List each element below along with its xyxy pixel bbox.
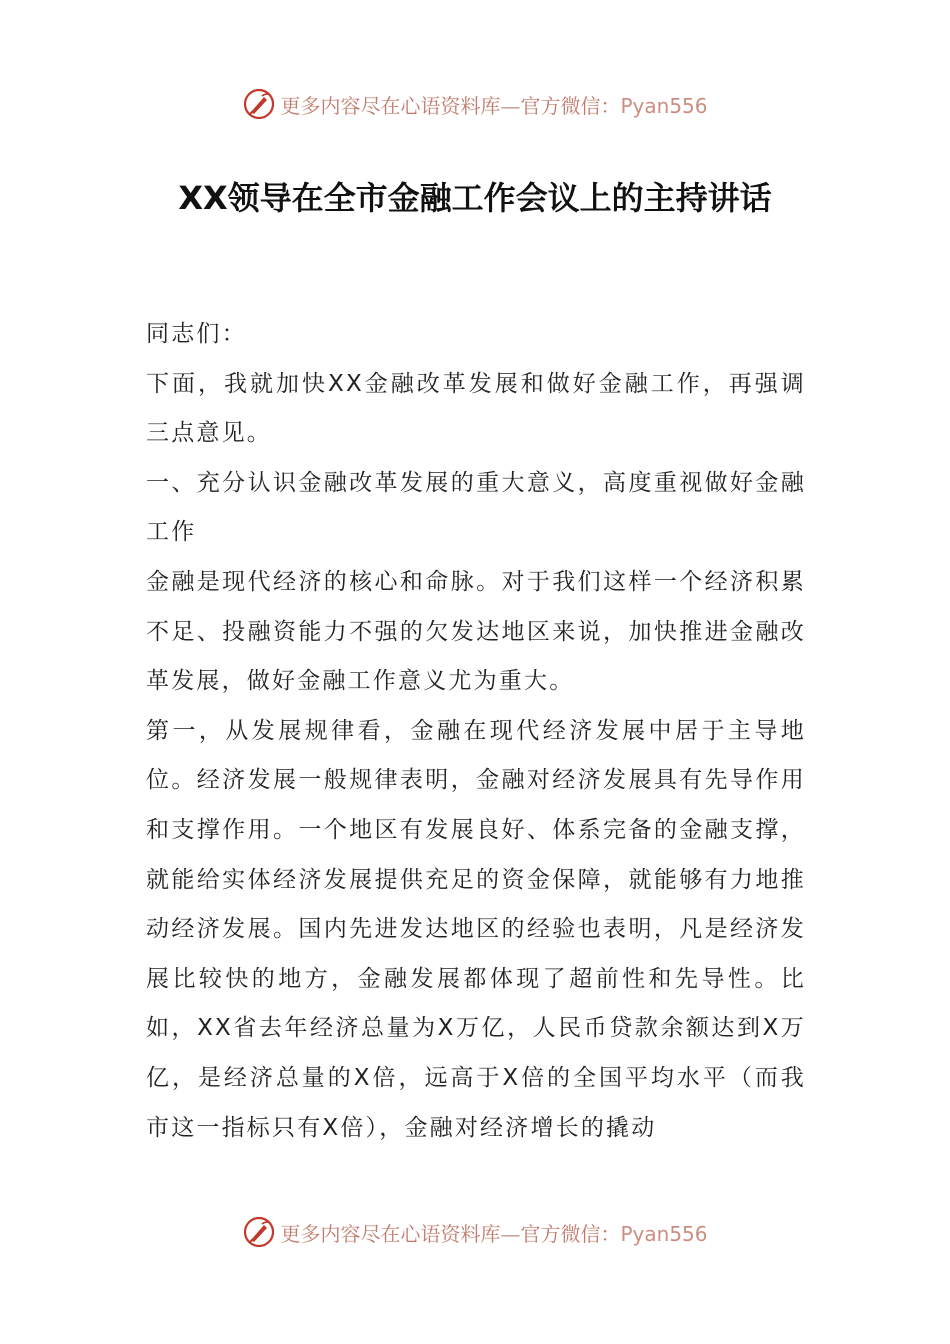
- watermark-handle: Pyan556: [620, 93, 708, 118]
- watermark-contact-label: 官方微信：: [520, 93, 621, 118]
- quill-logo-icon: [242, 1215, 276, 1249]
- paragraph-point-first: 第一，从发展规律看，金融在现代经济发展中居于主导地位。经济发展一般规律表明，金融对经济发展具有先导作用和支撑作用。一个地区有发展良好、体系完备的金融支撑，就能给实体经济发展提供充足的资金保障，就能够有力地推动经济发展。国内先进发达地区的经验也表明，凡是经济发展比较快的地方，金融发展都体现了超前性和先导性。比如，XX省去年经济总量为X万亿，人民币贷款余额达到X万亿，是经济总量的X倍，远高于X倍的全国平均水平（而我市这一指标只有X倍），金融对经济增长的撬动: [146, 717, 806, 1141]
- footer-watermark: [0, 1212, 950, 1252]
- header-watermark: [0, 84, 950, 124]
- watermark-text: [280, 1218, 707, 1247]
- paragraph-finance-core: 金融是现代经济的核心和命脉。对于我们这样一个经济积累不足、投融资能力不强的欠发达地区来说，加快推进金融改革发展，做好金融工作意义尤为重大。: [146, 568, 806, 695]
- watermark-dash: —: [500, 1221, 521, 1246]
- document-body: [146, 310, 806, 1153]
- quill-logo-icon: [242, 87, 276, 121]
- paragraph-heading-one: 一、充分认识金融改革发展的重大意义，高度重视做好金融工作: [146, 469, 806, 546]
- watermark-brand: 更多内容尽在心语资料库: [280, 1221, 501, 1246]
- document-title: XX领导在全市金融工作会议上的主持讲话: [178, 179, 772, 217]
- watermark-contact-label: 官方微信：: [520, 1221, 621, 1246]
- watermark-brand: 更多内容尽在心语资料库: [280, 93, 501, 118]
- paragraph-salutation: 同志们：: [146, 321, 247, 347]
- watermark-text: [280, 90, 707, 119]
- paragraph-intro: 下面，我就加快XX金融改革发展和做好金融工作，再强调三点意见。: [146, 370, 806, 447]
- watermark-handle: Pyan556: [620, 1221, 708, 1246]
- watermark-dash: —: [500, 93, 521, 118]
